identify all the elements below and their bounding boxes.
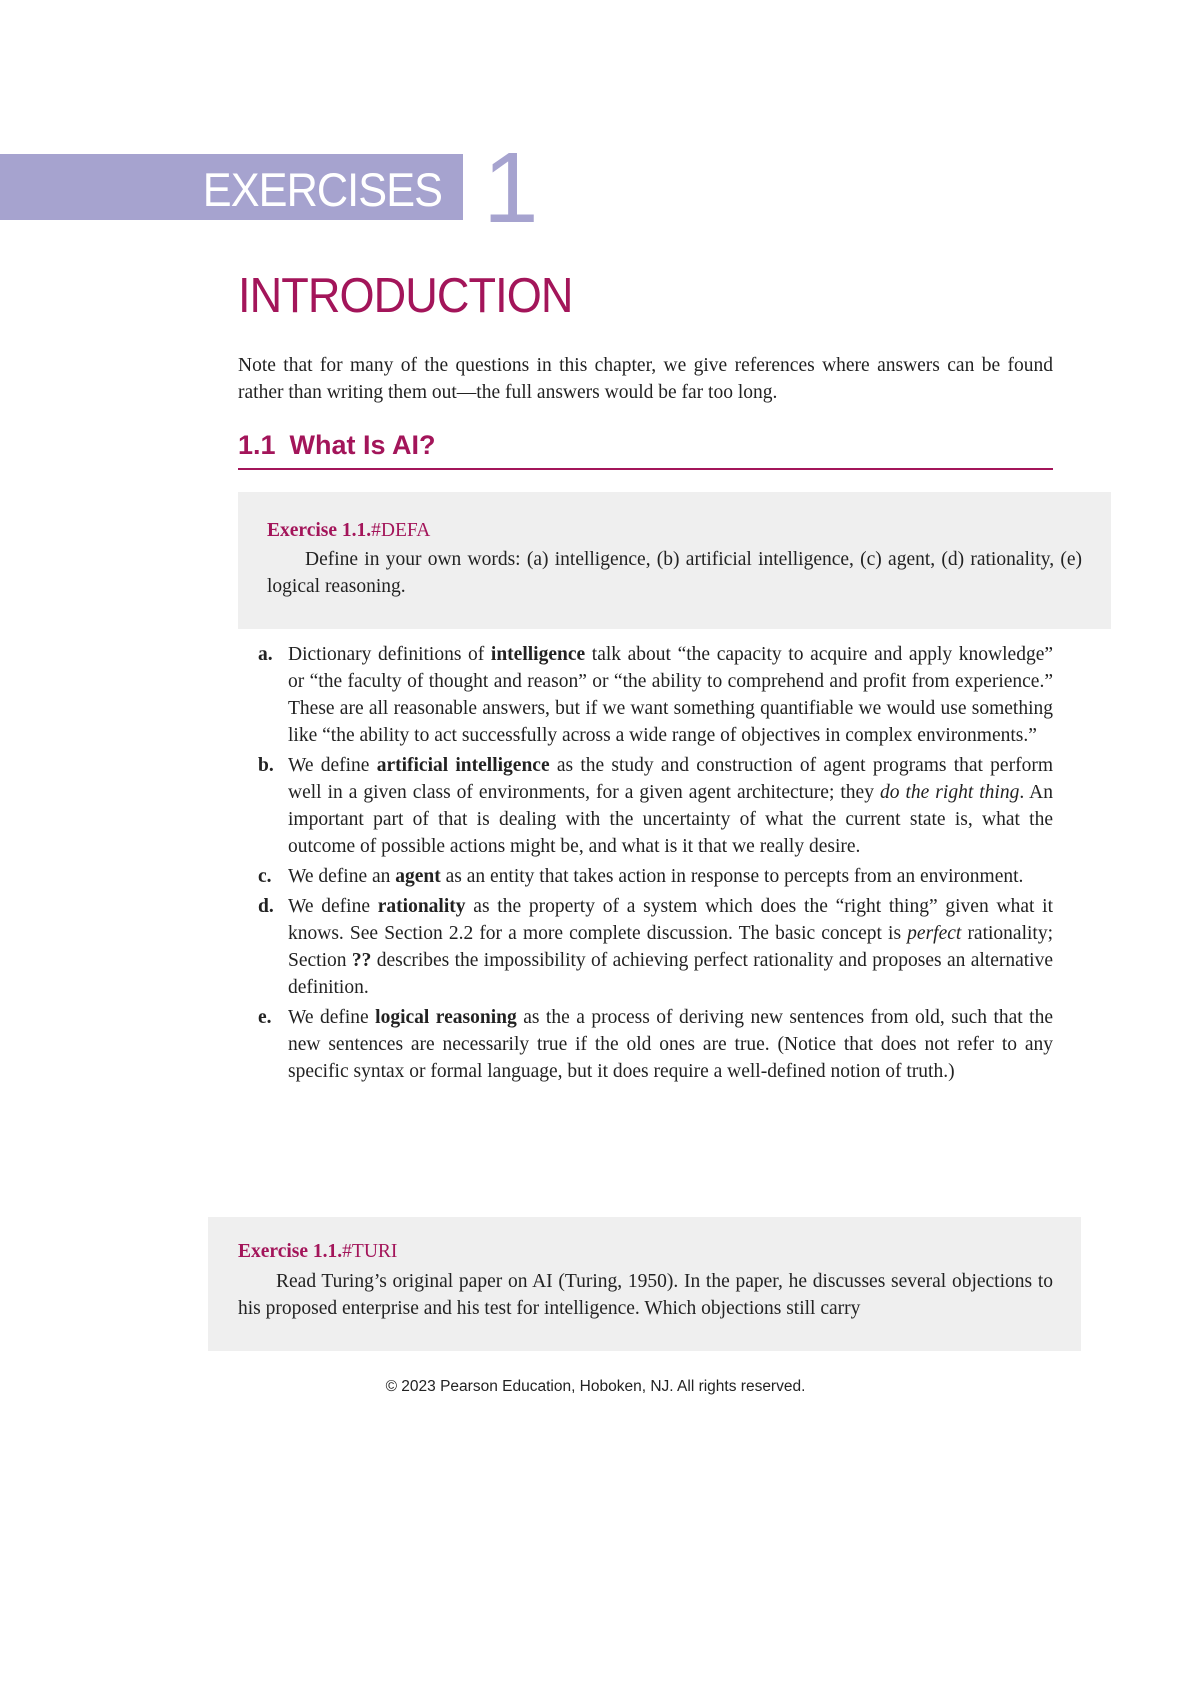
answer-term: rationality bbox=[377, 896, 466, 917]
exercise-text-body: Define in your own words: (a) intelligence, (b) artificial intelligence, (c) agent, (d) rationality, (e) logical reasoning. bbox=[267, 549, 1082, 597]
exercise-text bbox=[238, 1268, 1053, 1322]
section-number: 1.1 bbox=[238, 430, 276, 460]
answer-list bbox=[258, 641, 1053, 1088]
exercise-tag: #TURI bbox=[342, 1241, 398, 1262]
chapter-number: 1 bbox=[483, 132, 539, 244]
answer-text: as the property of a system which does the “right thing” given what it knows. See Section 2.2 for a more complete discussion. The basic concept is bbox=[288, 896, 1053, 944]
answer-term: agent bbox=[395, 866, 441, 887]
answer-item-d bbox=[258, 893, 1053, 1001]
answer-letter: d. bbox=[258, 896, 274, 917]
answer-letter: e. bbox=[258, 1007, 272, 1028]
answer-term: artificial intelligence bbox=[376, 755, 550, 776]
copyright-footer: © 2023 Pearson Education, Hoboken, NJ. All rights reserved. bbox=[385, 1378, 806, 1395]
answer-text: We define bbox=[288, 1007, 376, 1028]
answer-term: intelligence bbox=[490, 644, 586, 665]
answer-text: We define an bbox=[288, 866, 396, 887]
answer-item-e bbox=[258, 1004, 1053, 1085]
answer-item-c bbox=[258, 863, 1053, 890]
answer-text: We define bbox=[288, 896, 378, 917]
section-title: What Is AI? bbox=[289, 430, 436, 460]
exercise-tag: #DEFA bbox=[371, 520, 431, 541]
answer-letter: a. bbox=[258, 644, 273, 665]
section-heading bbox=[238, 430, 1053, 470]
answer-term: logical reasoning bbox=[375, 1007, 517, 1028]
exercise-label: Exercise 1.1. bbox=[238, 1241, 343, 1262]
answer-text: . An important part of that is dealing with the uncertainty of what the current state is, what the outcome of possible actions might be, and what is it that we really desire. bbox=[288, 782, 1053, 857]
answer-item-a bbox=[258, 641, 1053, 749]
answer-text: as the study and construction of agent programs that perform well in a given class of environments, for a given agent architecture; they bbox=[288, 755, 1053, 803]
answer-text: describes the impossibility of achieving perfect rationality and proposes an alternative definition. bbox=[288, 950, 1053, 998]
chapter-label: EXERCISES bbox=[202, 163, 442, 216]
answer-text: as an entity that takes action in response to percepts from an environment. bbox=[440, 866, 1024, 887]
section-reference: ?? bbox=[351, 950, 372, 971]
exercise-title bbox=[238, 1241, 397, 1263]
answer-emphasis: perfect bbox=[907, 923, 962, 944]
answer-text: as the a process of deriving new sentences from old, such that the new sentences are necessarily true if the old ones are true. (Notice that does not refer to any specific syntax or formal language, but it does require a well-defined notion of truth.) bbox=[288, 1007, 1054, 1082]
exercise-label: Exercise 1.1. bbox=[267, 520, 372, 541]
answer-text: talk about “the capacity to acquire and apply knowledge” or “the faculty of thought and reason” or “the ability to comprehend and profit from experience.” These are all reasonable answers, but if we want something quantifiable we would use something like “the ability to act successfully across a wide range of objectives in complex environments.” bbox=[288, 644, 1054, 746]
exercise-title bbox=[267, 520, 430, 542]
answer-letter: b. bbox=[258, 755, 274, 776]
exercise-box-turi bbox=[208, 1217, 1081, 1351]
answer-item-b bbox=[258, 752, 1053, 860]
answer-emphasis: do the right thing bbox=[879, 782, 1020, 803]
chapter-band bbox=[0, 154, 463, 220]
exercise-box-defa bbox=[238, 492, 1111, 629]
answer-text: rationality; Section bbox=[288, 923, 1053, 971]
answer-letter: c. bbox=[258, 866, 272, 887]
exercise-text-body: Read Turing’s original paper on AI (Turing, 1950). In the paper, he discusses several objections to his proposed enterprise and his test for intelligence. Which objections still carry bbox=[238, 1271, 1053, 1319]
answer-text: We define bbox=[288, 755, 377, 776]
intro-paragraph: Note that for many of the questions in this chapter, we give references where answers can be found rather than writing them out—the full answers would be far too long. bbox=[238, 355, 1053, 403]
answer-text: Dictionary definitions of bbox=[288, 644, 491, 665]
chapter-title: INTRODUCTION bbox=[238, 269, 573, 323]
exercise-text bbox=[267, 546, 1082, 600]
